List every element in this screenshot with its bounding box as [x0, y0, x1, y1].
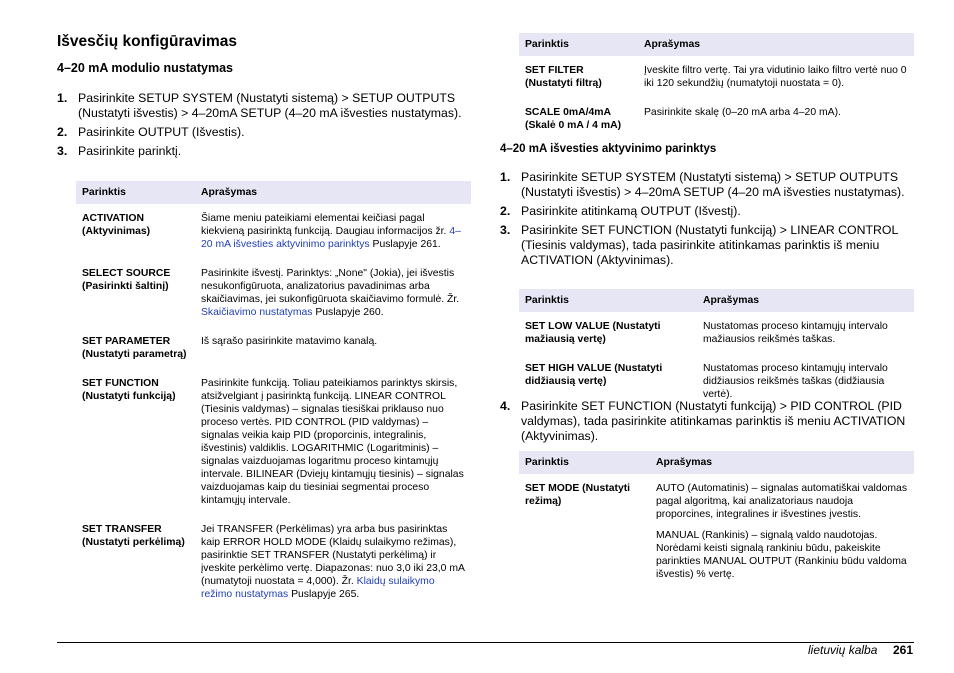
steps-activation [500, 170, 914, 268]
table-header-row [519, 33, 914, 56]
options-table-module [76, 181, 471, 609]
option-name: SET LOW VALUE (Nustatyti mažiausią vertę) [525, 321, 661, 345]
options-table-linear [519, 289, 914, 409]
option-name: SET HIGH VALUE (Nustatyti didžiausią vertę) [525, 363, 663, 387]
option-description [650, 474, 914, 589]
option-description: Pasirinkite išvestį. Parinktys: „None" (Jokia), jei išvestis nesukonfigūruota, analizatorius pavadinimas arba skaičiavimas, jei sukonfigūruota skaičiavimo formulė. Žr. Skaičiavimo nustatymas Puslapyje 260. [201, 268, 460, 318]
step-item [500, 399, 914, 444]
cross-reference-link[interactable]: Klaidų sulaikymo režimo nustatymas [201, 576, 435, 600]
step-item [500, 223, 914, 268]
table-header-row [76, 181, 471, 204]
subsection-title-module-setup: 4–20 mA modulio nustatymas [57, 61, 233, 75]
column-header: Aprašymas [697, 289, 914, 312]
option-description: Šiame meniu pateikiami elementai keičiasi pagal kiekvieną pasirinktą funkciją. Daugiau informacijos žr. 4–20 mA išvesties aktyvinimo parinktys Puslapyje 261. [201, 213, 461, 250]
step-text: Pasirinkite OUTPUT (Išvestis). [78, 125, 245, 139]
options-table-pid [519, 451, 914, 589]
option-name: SET MODE (Nustatyti režimą) [525, 483, 631, 507]
column-header: Parinktis [519, 33, 638, 56]
table-row [76, 369, 471, 515]
step-item [57, 144, 471, 159]
section-title: Išvesčių konfigūravimas [57, 33, 238, 50]
column-header: Aprašymas [195, 181, 471, 204]
option-description: Jei TRANSFER (Perkėlimas) yra arba bus pasirinktas kaip ERROR HOLD MODE (Klaidų sulaikymo režimas), pasirinktie SET TRANSFER (Nustatyti perkėlimą) ir įveskite perkėlimo vertę. Diapazonas: nuo 3,0 iki 23,0 mA (numatytoji nuostata = 4,000). Žr. Klaidų sulaikymo režimo nustatymas Puslapyje 265. [201, 524, 465, 600]
footer-divider [57, 642, 914, 643]
table-row [76, 204, 471, 259]
option-name: SCALE 0mA/4mA (Skalė 0 mA / 4 mA) [525, 107, 622, 131]
table-row [519, 474, 914, 589]
table-header-row [519, 451, 914, 474]
page-number: 261 [893, 643, 914, 657]
step-text: Pasirinkite parinktį. [78, 144, 182, 158]
cross-reference-link[interactable]: 4–20 mA išvesties aktyvinimo parinktys [201, 226, 461, 250]
step-item [500, 204, 914, 219]
option-description: Nustatomas proceso kintamųjų intervalo mažiausios reikšmės taškas. [703, 321, 888, 345]
table-header-row [519, 289, 914, 312]
table-row [76, 515, 471, 609]
option-description: Nustatomas proceso kintamųjų intervalo didžiausios reikšmės taškas (didžiausia vertė). [703, 363, 888, 400]
step-item [57, 91, 471, 121]
option-name: SET TRANSFER (Nustatyti perkėlimą) [82, 524, 185, 548]
step-item [57, 125, 471, 140]
steps-module-setup [57, 91, 471, 159]
column-header: Parinktis [76, 181, 195, 204]
option-name: ACTIVATION (Aktyvinimas) [82, 213, 151, 237]
description-paragraph: AUTO (Automatinis) – signalas automatiškai valdomas pagal algoritmą, kai analizatoriaus naudoja proporcines, integralines ir išvestines įvestis. [656, 483, 908, 520]
description-paragraph: MANUAL (Rankinis) – signalą valdo naudotojas. Norėdami keisti signalą rankiniu būdu, pakeiskite parinkties MANUAL OUTPUT (Rankiniu būdu valdoma išvestis) % vertę. [656, 530, 907, 580]
table-row [519, 56, 914, 98]
step-item [500, 170, 914, 200]
option-name: SELECT SOURCE (Pasirinkti šaltinį) [82, 268, 171, 292]
option-description: Pasirinkite skalę (0–20 mA arba 4–20 mA). [644, 107, 841, 118]
option-description: Iš sąrašo pasirinkite matavimo kanalą. [201, 336, 378, 347]
table-row [76, 259, 471, 327]
cross-reference-link[interactable]: Skaičiavimo nustatymas [201, 307, 313, 318]
footer-language: lietuvių kalba [808, 643, 878, 657]
column-header: Aprašymas [638, 33, 914, 56]
step-number: 2. [500, 204, 511, 218]
step-text: Pasirinkite SET FUNCTION (Nustatyti funkciją) > LINEAR CONTROL (Tiesinis valdymas), tada pasirinkite atitinkamas parinktis iš meniu ACTIVATION (Aktyvinimas). [521, 223, 898, 267]
steps-activation-pid [500, 399, 914, 444]
options-table-filter [519, 33, 914, 140]
step-text: Pasirinkite atitinkamą OUTPUT (Išvestį). [521, 204, 741, 218]
table-row [519, 98, 914, 140]
subsection-title-activation-options: 4–20 mA išvesties aktyvinimo parinktys [500, 143, 717, 155]
column-header: Parinktis [519, 289, 697, 312]
option-name: SET FILTER (Nustatyti filtrą) [525, 65, 602, 89]
column-header: Aprašymas [650, 451, 914, 474]
step-number: 4. [500, 399, 511, 413]
step-text: Pasirinkite SETUP SYSTEM (Nustatyti sistemą) > SETUP OUTPUTS (Nustatyti išvestis) > 4–20mA SETUP (4–20 mA išvesties nustatymas). [78, 91, 462, 120]
step-text: Pasirinkite SETUP SYSTEM (Nustatyti sistemą) > SETUP OUTPUTS (Nustatyti išvestis) > 4–20mA SETUP (4–20 mA išvesties nustatymas). [521, 170, 905, 199]
step-number: 3. [57, 144, 68, 158]
step-number: 3. [500, 223, 511, 237]
column-header: Parinktis [519, 451, 650, 474]
table-row [519, 312, 914, 354]
option-description: Pasirinkite funkciją. Toliau pateikiamos parinktys skirsis, atsižvelgiant į pasirinktą funkciją. LINEAR CONTROL (Tiesinis valdymas) – signalas tiesiškai priklauso nuo proceso vertės. PID CONTROL (PID valdymas) – signalas veikia kaip PID (proporcinis, integralinis, išvestinis) valdiklis. LOGARITHMIC (Logaritminis) – signalas vaizduojamas logaritmu proceso kintamųjų intervale. BILINEAR (Dviejų kintamųjų tiesinis) – signalas vaizduojamas kaip du tiesiniai segmentai proceso kintamųjų intervale. [201, 378, 464, 506]
option-name: SET FUNCTION (Nustatyti funkciją) [82, 378, 176, 402]
option-name: SET PARAMETER (Nustatyti parametrą) [82, 336, 187, 360]
step-text: Pasirinkite SET FUNCTION (Nustatyti funkciją) > PID CONTROL (PID valdymas), tada pasirinkite atitinkamas parinktis iš meniu ACTIVATION (Aktyvinimas). [521, 399, 906, 443]
option-description: Įveskite filtro vertę. Tai yra vidutinio laiko filtro vertė nuo 0 iki 120 sekundžių (numatytoji nuostata = 0). [644, 65, 907, 89]
step-number: 2. [57, 125, 68, 139]
table-row [76, 327, 471, 369]
step-number: 1. [500, 170, 511, 184]
step-number: 1. [57, 91, 68, 105]
